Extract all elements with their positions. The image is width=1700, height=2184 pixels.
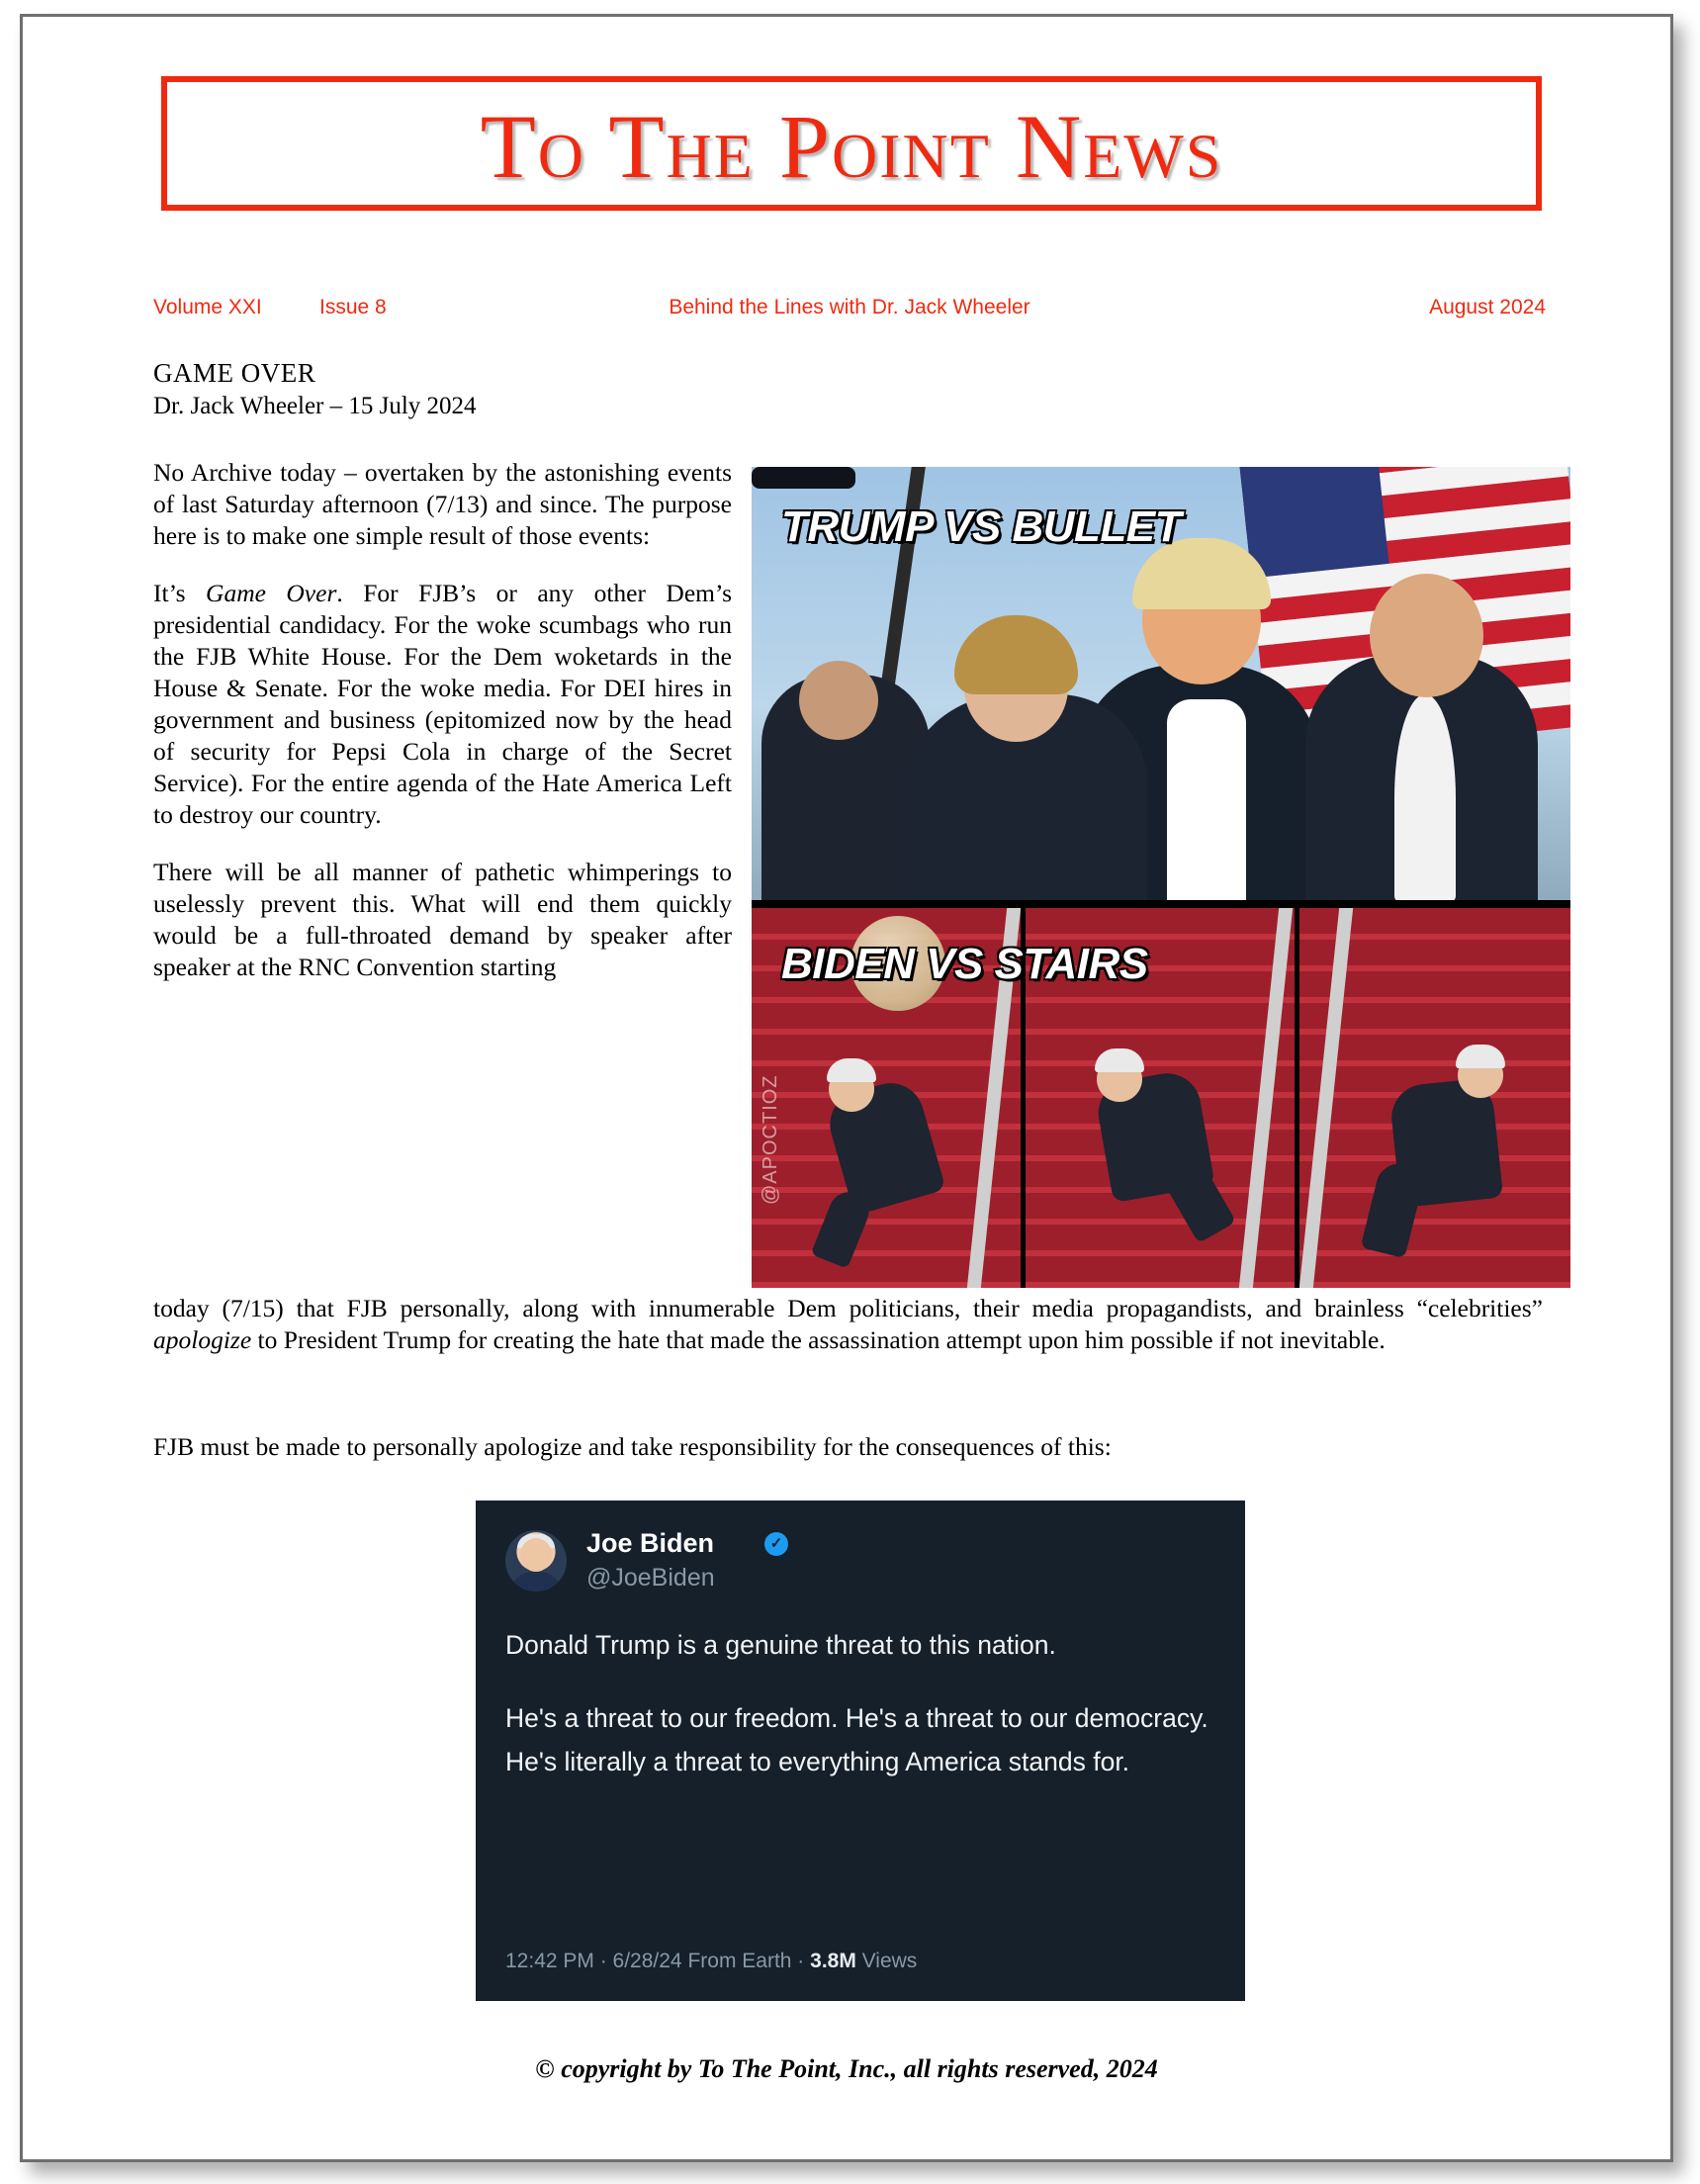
issue-number: Issue 8	[319, 296, 387, 318]
article-header	[153, 358, 1538, 420]
tweet-header	[505, 1526, 1215, 1605]
paragraph-3: There will be all manner of pathetic whimperings to uselessly prevent this. What will end them quickly would be a full-throated demand by speaker after speaker at the RNC Convention starting	[153, 858, 732, 981]
newsletter-page	[20, 14, 1673, 2162]
tweet-body	[505, 1623, 1215, 1783]
verified-badge-icon: ✓	[764, 1532, 788, 1556]
biden-leg-3	[1361, 1159, 1427, 1258]
agent-right-shirt	[1394, 694, 1456, 900]
article-byline: Dr. Jack Wheeler – 15 July 2024	[153, 393, 477, 419]
meme-label-bottom: BIDEN VS STAIRS	[781, 940, 1148, 988]
paragraph-2-b: . For FJB’s or any other Dem’s presidential candidacy. For the woke scumbags who run the FJB White House. For the Dem woketards in the House & Senate. For the woke media. For DEI hires in government and business (epitomized now by the head of security for Pepsi Cola in charge of the Secret Service). For the entire agenda of the Hate America Left to destroy our country.	[153, 579, 733, 829]
paragraph-5: FJB must be made to personally apologize and take responsibility for the consequences of this:	[153, 1432, 1112, 1461]
masthead-title: To The Point News	[480, 96, 1223, 197]
biden-hair-3	[1456, 1045, 1505, 1068]
biden-leg-2	[1155, 1146, 1236, 1243]
stairs-frame-3	[1299, 908, 1570, 1288]
masthead	[161, 76, 1542, 211]
meme-label-top: TRUMP VS BULLET	[781, 502, 1181, 551]
volume-number: Volume XXI	[153, 296, 262, 318]
tweet-metadata	[505, 1950, 917, 1973]
paragraph-2-a: It’s	[153, 579, 207, 607]
column-name: Behind the Lines with Dr. Jack Wheeler	[669, 296, 1030, 318]
paragraph-2-emphasis: Game Over	[206, 579, 337, 607]
article-body-full-width	[153, 1293, 1543, 1356]
paragraph-4-b: to President Trump for creating the hate that made the assassination attempt upon him possible if not inevitable.	[251, 1325, 1386, 1354]
tweet-timestamp: 12:42 PM · 6/28/24 From Earth ·	[505, 1950, 811, 1972]
biden-hair-2	[1095, 1048, 1144, 1072]
tweet-card	[476, 1501, 1245, 2001]
article-lead-in	[153, 1431, 1543, 1463]
article-body-left-column	[153, 457, 732, 1009]
watermark-text: @APOCTIOZ	[760, 1074, 781, 1205]
meme-collage-image	[752, 467, 1570, 1288]
copyright-footer: © copyright by To The Point, Inc., all rights reserved, 2024	[535, 2054, 1158, 2083]
issue-date: August 2024	[1429, 296, 1546, 318]
paragraph-2	[153, 578, 732, 831]
handrail	[1239, 908, 1293, 1288]
tweet-handle: @JoeBiden	[586, 1564, 715, 1592]
page-content	[23, 17, 1670, 2159]
agent-left-head	[799, 661, 878, 740]
paragraph-1: No Archive today – overtaken by the astonishing events of last Saturday afternoon (7/13) and since. The purpose here is to make one simple result of those events:	[153, 458, 732, 550]
page-title: GAME OVER	[153, 358, 316, 388]
paragraph-4	[153, 1293, 1543, 1356]
volume-bar	[153, 296, 1546, 325]
sunglasses-icon	[752, 467, 855, 489]
tweet-line-1: Donald Trump is a genuine threat to this nation.	[505, 1630, 1056, 1660]
paragraph-4-a: today (7/15) that FJB personally, along with innumerable Dem politicians, their media propagandists, and brainless “celebrities”	[153, 1294, 1543, 1322]
panel-divider	[752, 900, 1570, 908]
agent-woman-hair	[954, 615, 1078, 694]
avatar	[505, 1530, 567, 1592]
paragraph-4-emphasis: apologize	[153, 1325, 252, 1354]
handrail	[1299, 908, 1353, 1288]
agent-right-head	[1370, 574, 1483, 697]
tweet-display-name: Joe Biden	[586, 1528, 715, 1558]
tweet-line-2: He's a threat to our freedom. He's a threat to our democracy. He's literally a threat to everything America stands for.	[505, 1703, 1208, 1776]
tweet-view-count: 3.8M	[810, 1950, 856, 1972]
biden-hair-1	[827, 1058, 876, 1082]
tweet-views-label: Views	[855, 1950, 918, 1972]
trump-shirt	[1167, 699, 1246, 900]
